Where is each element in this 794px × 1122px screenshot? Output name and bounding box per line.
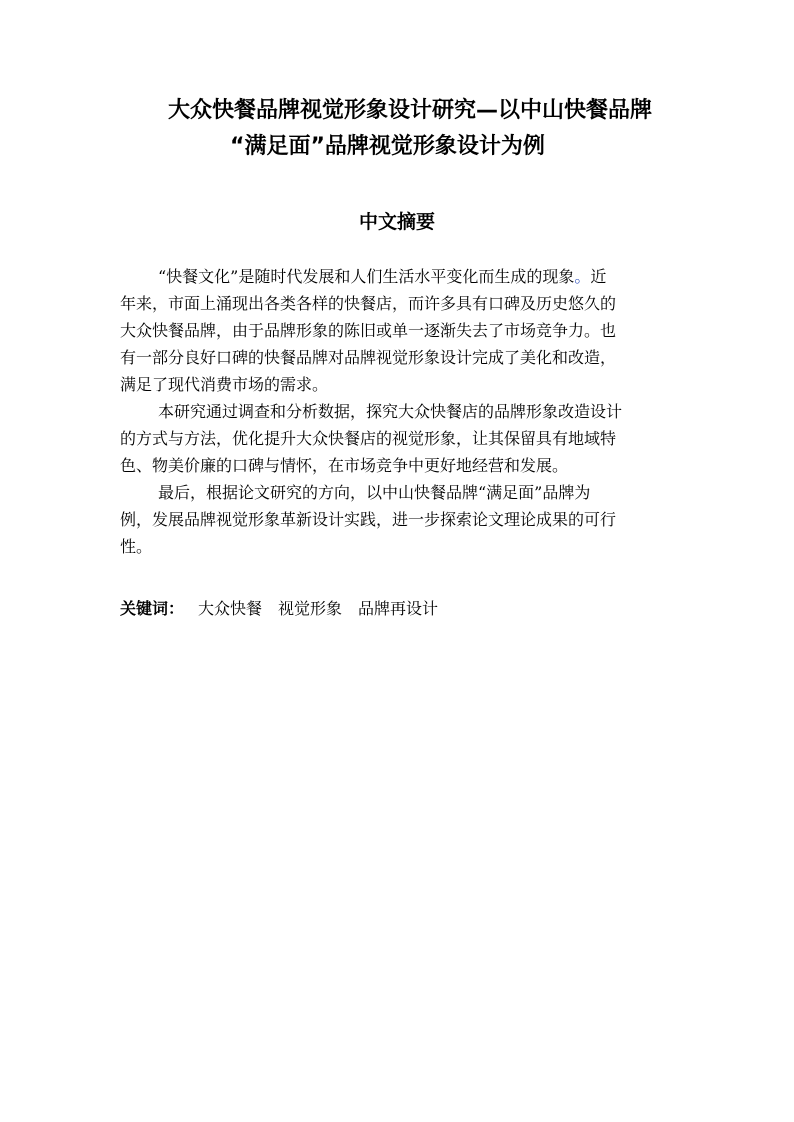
keywords-label: 关键词：	[120, 599, 185, 618]
keyword-item: 视觉形象	[278, 599, 343, 618]
paragraph-1-line-1	[120, 263, 700, 290]
paragraph-2-line-3: 色、物美价廉的口碑与情怀，在市场竞争中更好地经营和发展。	[120, 456, 569, 475]
paragraph-3-line-2: 例，发展品牌视觉形象革新设计实践，进一步探索论文理论成果的可行	[120, 510, 617, 529]
abstract-paragraph-1	[120, 263, 700, 398]
document-title-line-2: “满足面”品牌视觉形象设计为例	[230, 134, 545, 159]
abstract-paragraph-2	[120, 398, 700, 479]
paragraph-1-line-4: 有一部分良好口碑的快餐品牌对品牌视觉形象设计完成了美化和改造，	[120, 348, 617, 367]
paragraph-3-line-1: 最后，根据论文研究的方向，以中山快餐品牌“满足面”品牌为	[158, 483, 591, 502]
abstract-paragraph-3	[120, 479, 700, 560]
paragraph-1-line-2: 年来，市面上涌现出各类各样的快餐店，而许多具有口碑及历史悠久的	[120, 294, 617, 313]
paragraph-1-line-3: 大众快餐品牌，由于品牌形象的陈旧或单一逐渐失去了市场竞争力。也	[120, 321, 617, 340]
paragraph-2-line-1: 本研究通过调查和分析数据，探究大众快餐店的品牌形象改造设计	[158, 402, 623, 421]
paragraph-1-line-5: 满足了现代消费市场的需求。	[120, 375, 329, 394]
document-title-line-1: 大众快餐品牌视觉形象设计研究—以中山快餐品牌	[168, 98, 653, 123]
paragraph-2-line-2: 的方式与方法，优化提升大众快餐店的视觉形象，让其保留具有地域特	[120, 429, 617, 448]
abstract-heading: 中文摘要	[358, 211, 435, 233]
keyword-item: 品牌再设计	[358, 599, 439, 618]
paragraph-3-line-3: 性。	[120, 537, 153, 556]
keyword-item: 大众快餐	[198, 599, 263, 618]
paragraph-1-line-1-main: “快餐文化”是随时代发展和人们生活水平变化而生成的现象	[158, 267, 575, 286]
paragraph-1-line-1-dot: 。	[574, 267, 591, 286]
paragraph-1-line-1-end: 近	[590, 267, 607, 286]
keywords-line	[120, 596, 454, 622]
